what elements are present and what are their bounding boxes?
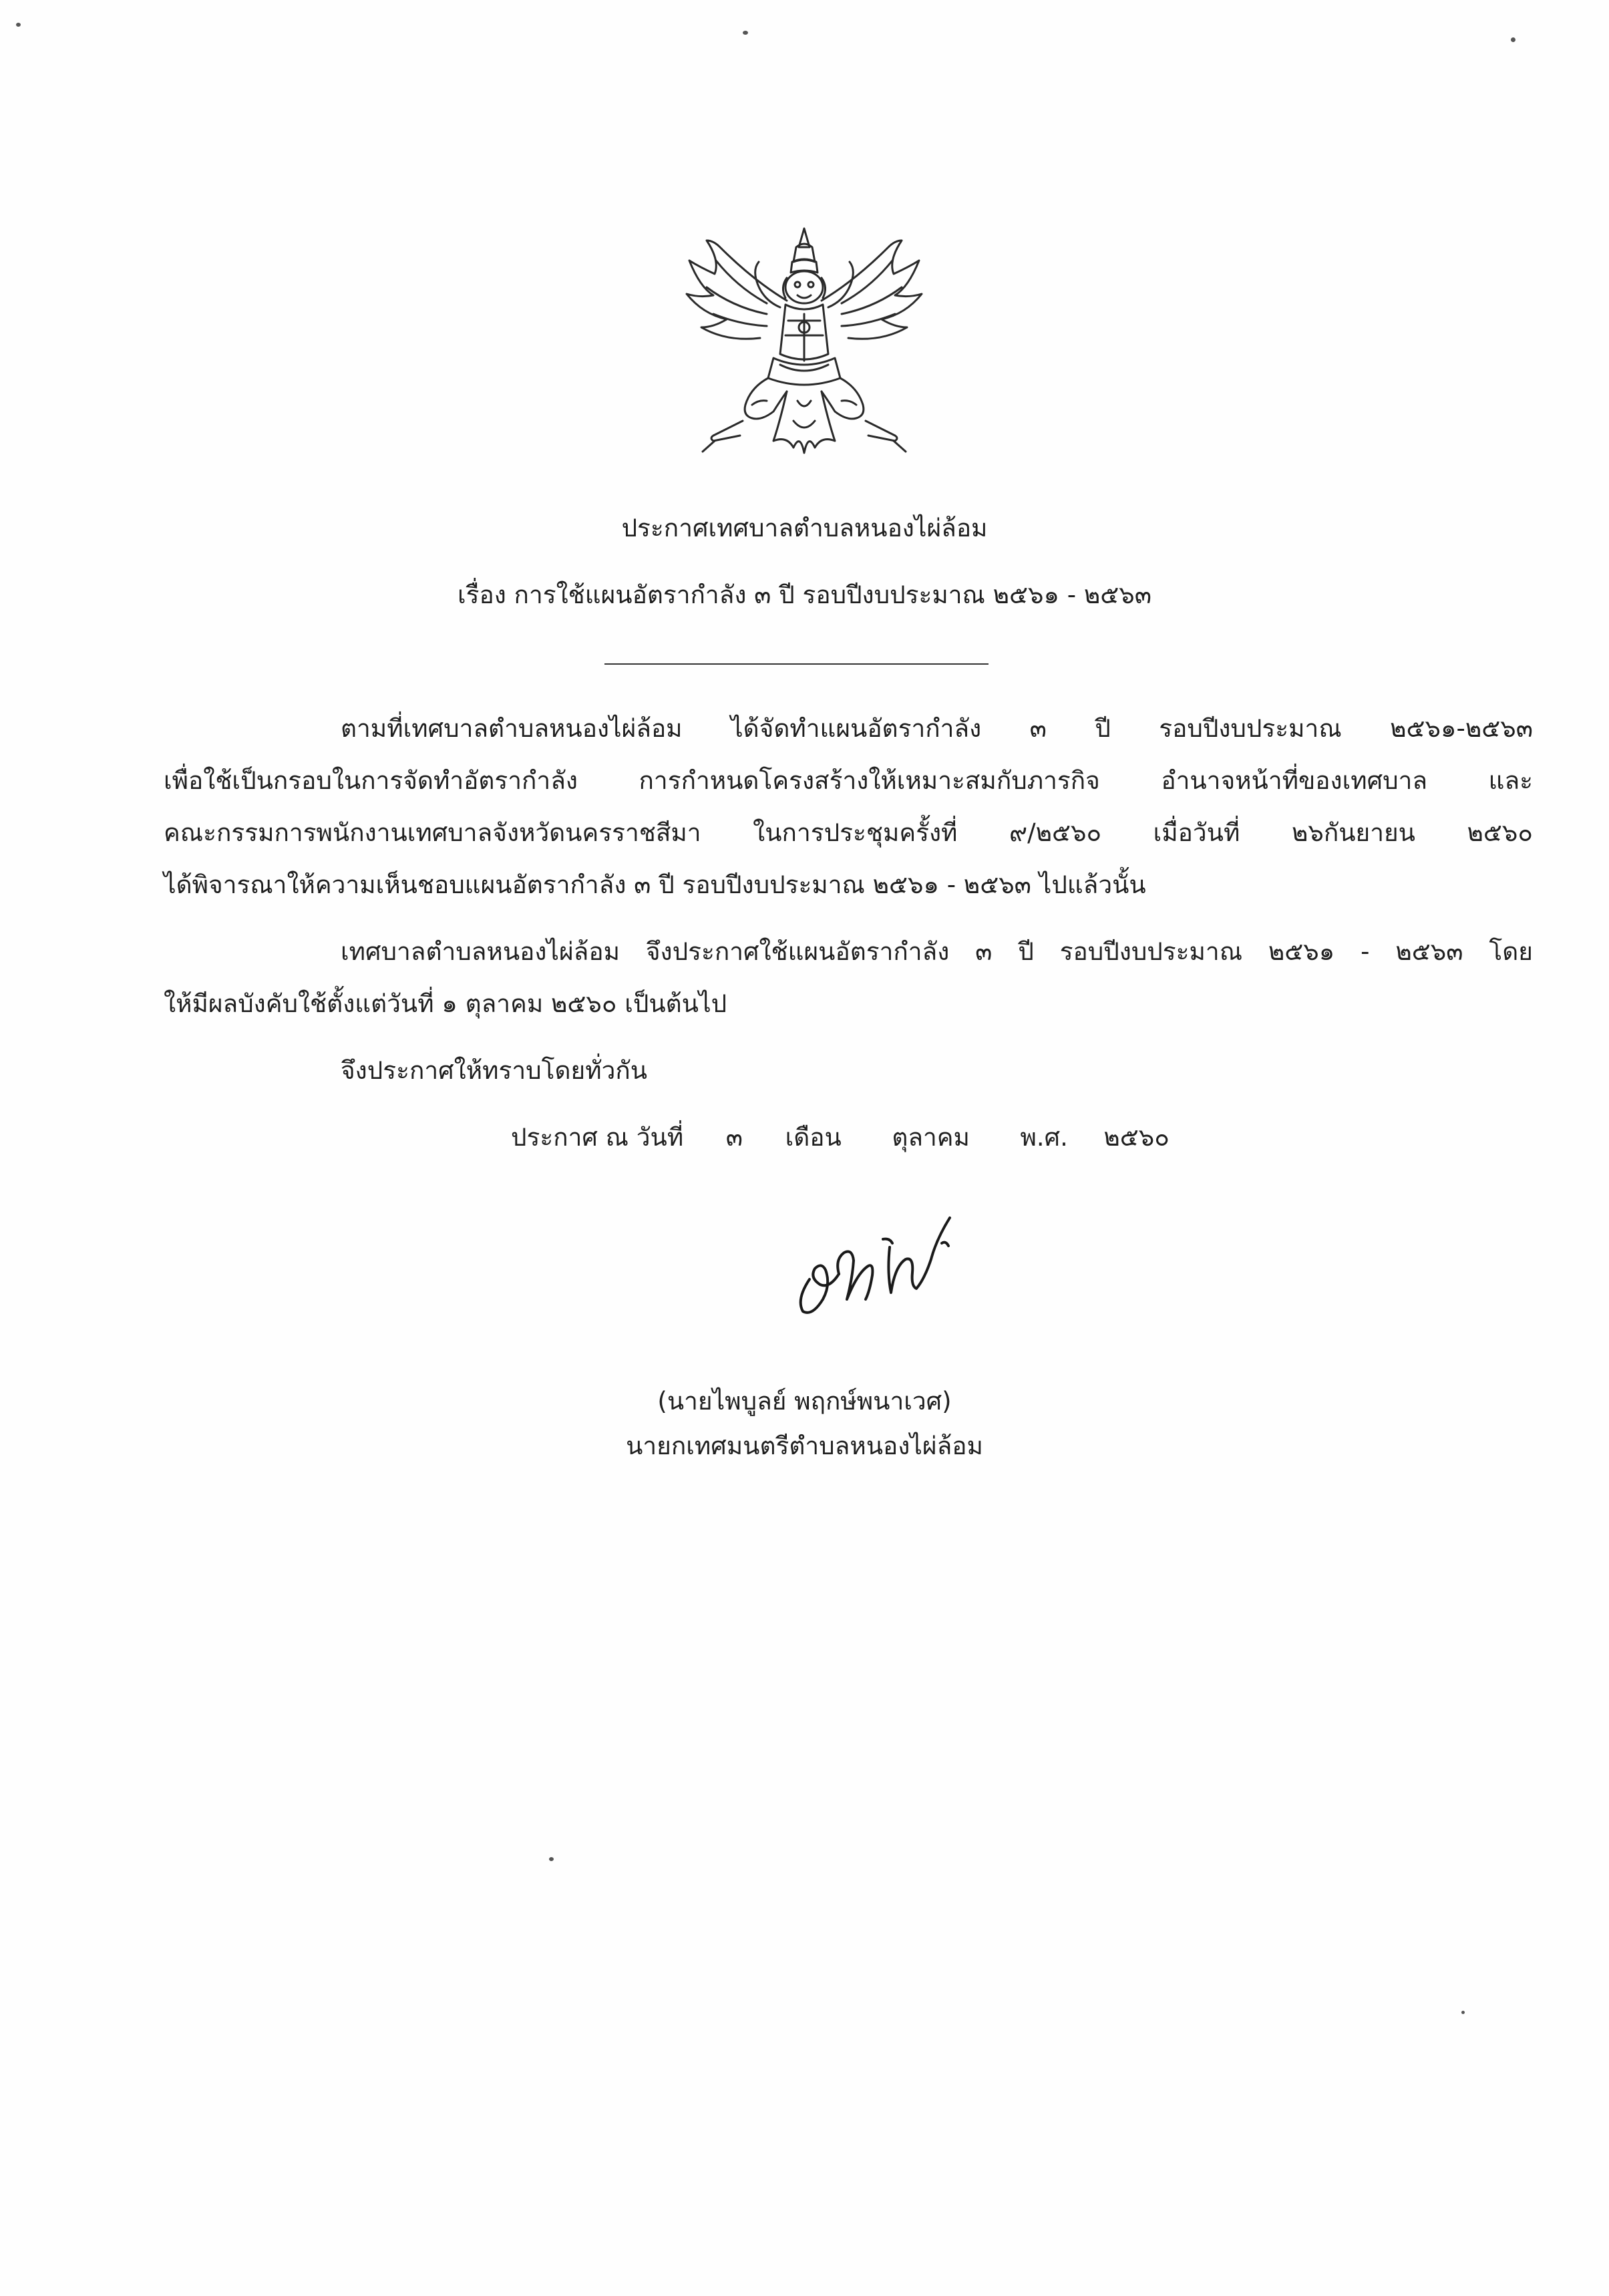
signatory-position: นายกเทศมนตรีตำบลหนองไผ่ล้อม: [626, 1432, 983, 1460]
title-divider: [604, 663, 989, 665]
signatory-name: (นายไพบูลย์ พฤกษ์พนาเวศ): [657, 1387, 952, 1416]
date-year: ๒๕๖๐: [1103, 1123, 1170, 1152]
announcement-title: ประกาศเทศบาลตำบลหนองไผ่ล้อม: [621, 514, 988, 542]
paragraph1-line1: ตามที่เทศบาลตำบลหนองไผ่ล้อม ได้จัดทำแผนอัตรากำลัง ๓ ปี รอบปีงบประมาณ ๒๕๖๑-๒๕๖๓: [341, 714, 1533, 743]
paragraph2-line2: ให้มีผลบังคับใช้ตั้งแต่วันที่ ๑ ตุลาคม ๒๕๖๐ เป็นต้นไป: [164, 989, 727, 1018]
scan-speck: [16, 23, 21, 27]
scan-speck: [549, 1857, 554, 1861]
date-month: ตุลาคม: [892, 1123, 970, 1152]
announcement-subject: เรื่อง การใช้แผนอัตรากำลัง ๓ ปี รอบปีงบประมาณ ๒๕๖๑ - ๒๕๖๓: [457, 581, 1152, 609]
paragraph2-line1: เทศบาลตำบลหนองไผ่ล้อม จึงประกาศใช้แผนอัตรากำลัง ๓ ปี รอบปีงบประมาณ ๒๕๖๑ - ๒๕๖๓ โดย: [341, 937, 1533, 966]
scan-speck: [1511, 37, 1515, 42]
scan-speck: [743, 31, 748, 35]
paragraph1-line2: เพื่อใช้เป็นกรอบในการจัดทำอัตรากำลัง การกำหนดโครงสร้างให้เหมาะสมกับภารกิจ อำนาจหน้าที่ของเทศบาล และ: [164, 766, 1533, 795]
date-prefix: ประกาศ ณ วันที่: [511, 1123, 684, 1152]
date-day: ๓: [725, 1123, 743, 1152]
handwritten-signature: [783, 1199, 970, 1319]
scan-speck: [1461, 2011, 1465, 2014]
closing-line: จึงประกาศให้ทราบโดยทั่วกัน: [341, 1056, 648, 1085]
date-month-label: เดือน: [785, 1123, 842, 1152]
paragraph1-line3: คณะกรรมการพนักงานเทศบาลจังหวัดนครราชสีมา ในการประชุมครั้งที่ ๙/๒๕๖๐ เมื่อวันที่ ๒๖กันยายน ๒๕๖๐: [164, 818, 1533, 847]
garuda-emblem-icon: [673, 220, 935, 488]
paragraph1-line4: ได้พิจารณาให้ความเห็นชอบแผนอัตรากำลัง ๓ ปี รอบปีงบประมาณ ๒๕๖๑ - ๒๕๖๓ ไปแล้วนั้น: [164, 870, 1146, 899]
date-line: [511, 1122, 1170, 1153]
date-year-label: พ.ศ.: [1020, 1123, 1068, 1152]
